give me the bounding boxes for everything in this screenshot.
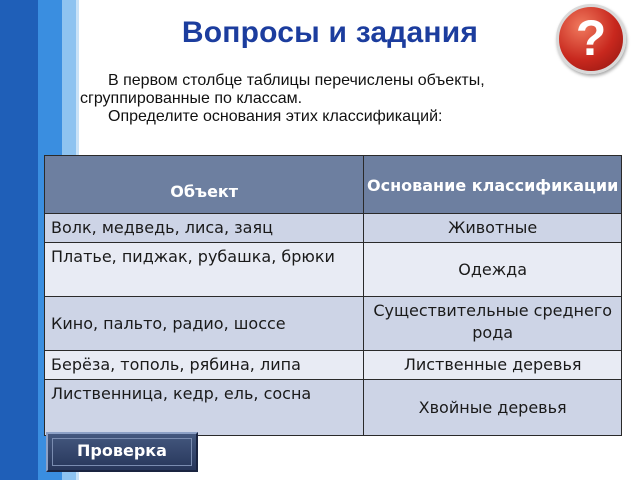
header-object: Объект [45,156,364,214]
cell-basis: Существительные среднего рода [364,297,622,351]
cell-object: Кино, пальто, радио, шоссе [45,297,364,351]
table-row [45,243,622,297]
page-title: Вопросы и задания [181,16,479,49]
check-button[interactable] [46,432,198,472]
cell-basis: Хвойные деревья [364,380,622,436]
cell-basis: Одежда [364,243,622,297]
header-basis: Основание классификации [364,156,622,214]
intro-paragraph-2: Определите основания этих классификаций: [108,108,443,125]
table-row [45,297,622,351]
classification-table [44,155,622,436]
table-row [45,351,622,380]
cell-basis: Животные [364,214,622,243]
check-button-frame [52,438,192,466]
decor-band-dark [0,0,38,480]
cell-object: Берёза, тополь, рябина, липа [45,351,364,380]
cell-object: Платье, пиджак, рубашка, брюки [45,243,364,297]
cell-object: Лиственница, кедр, ель, сосна [45,380,364,436]
cell-object: Волк, медведь, лиса, заяц [45,214,364,243]
cell-basis: Лиственные деревья [364,351,622,380]
table-row [45,214,622,243]
intro-paragraph-1: В первом столбце таблицы перечислены объекты, сгруппированные по классам. [80,72,485,107]
table-header-row [45,156,622,214]
check-button-label: Проверка [77,441,167,460]
table-row [45,380,622,436]
question-mark-icon: ? [556,4,626,74]
